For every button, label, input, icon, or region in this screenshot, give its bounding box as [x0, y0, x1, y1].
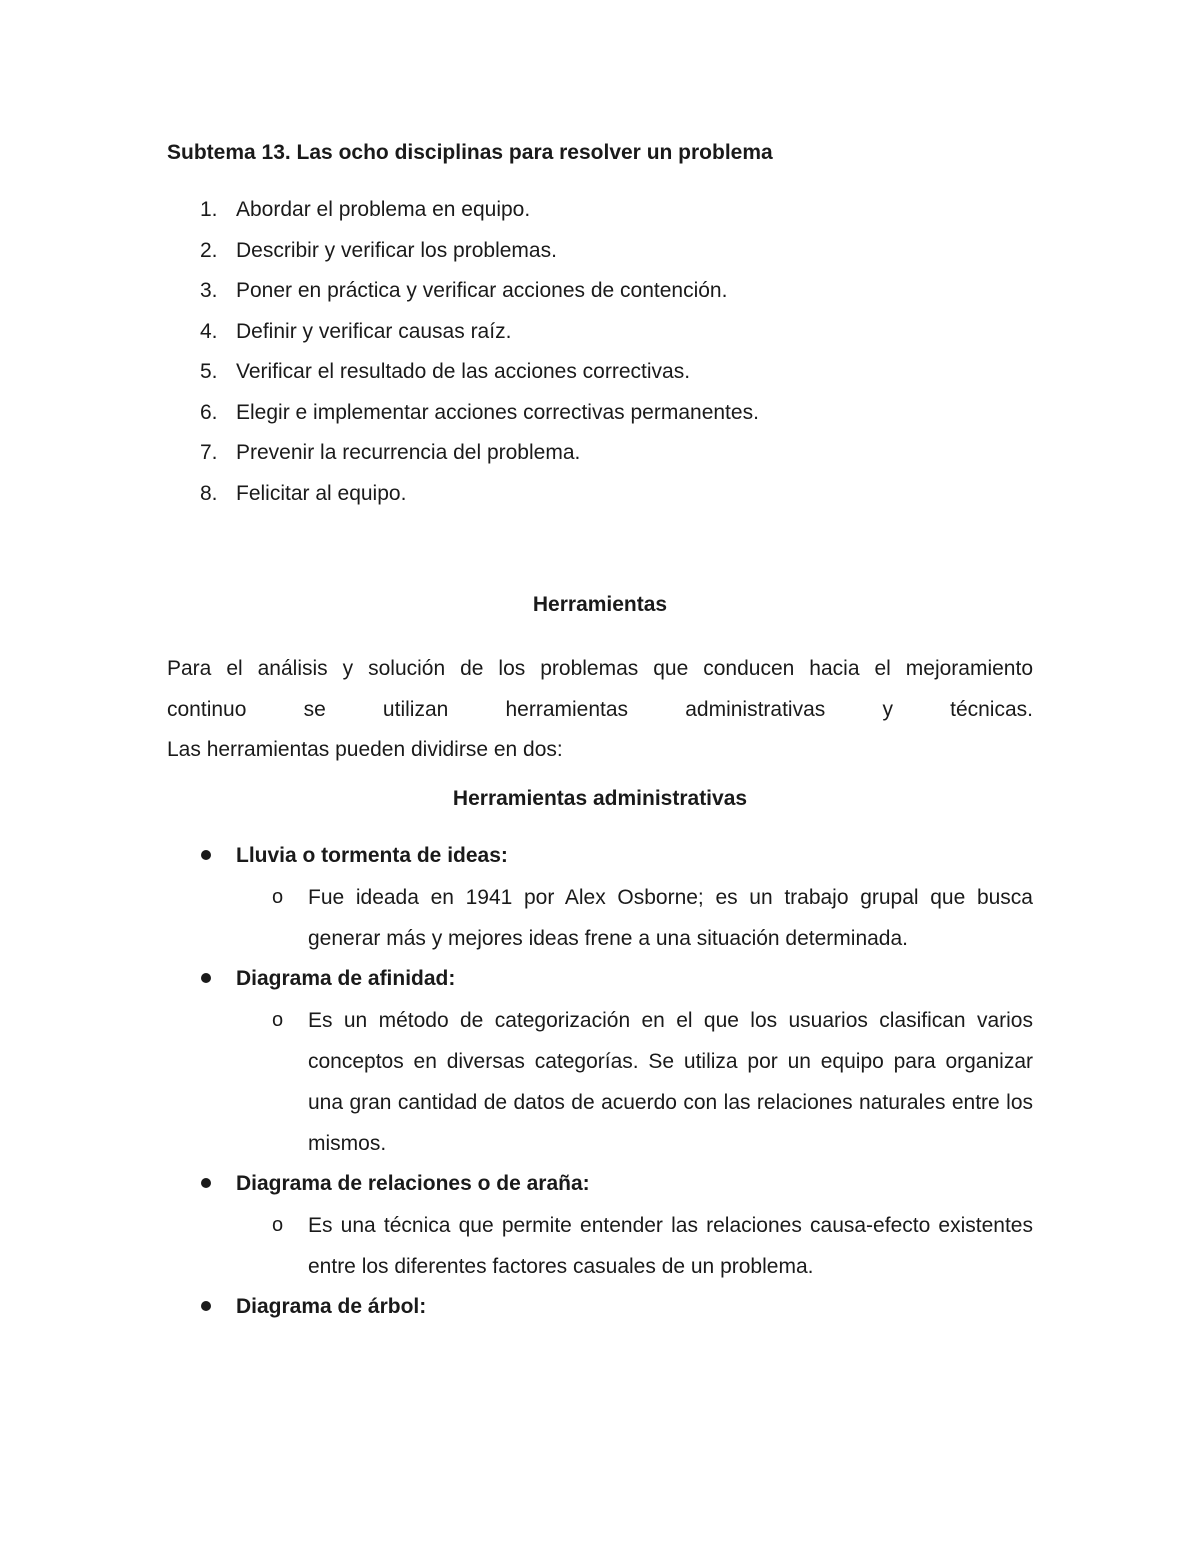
list-item-number: 5.: [200, 360, 218, 383]
bullet-icon: [201, 1301, 211, 1311]
list-item-number: 1.: [200, 198, 218, 221]
list-item: [167, 1294, 1033, 1335]
list-item-number: 7.: [200, 441, 218, 464]
tool-description-text: Fue ideada en 1941 por Alex Osborne; es un trabajo grupal que busca generar más y mejores ideas frene a una situación determinada.: [308, 886, 1033, 950]
intro-line: continuo se utilizan herramientas administrativas y técnicas.: [167, 697, 1033, 721]
page-title: Subtema 13. Las ocho disciplinas para resolver un problema: [167, 141, 773, 164]
list-item-number: 8.: [200, 481, 218, 505]
tool-description-text: Es una técnica que permite entender las relaciones causa-efecto existentes entre los diferentes factores casuales de un problema.: [308, 1214, 1033, 1278]
list-item-text: Poner en práctica y verificar acciones de contención.: [236, 279, 728, 302]
list-item-number: 3.: [200, 279, 218, 302]
list-item-text: Felicitar al equipo.: [236, 481, 407, 505]
list-item-number: 4.: [200, 319, 218, 343]
intro-line: Para el análisis y solución de los problemas que conducen hacia el mejoramiento: [167, 657, 1033, 680]
tool-label: Lluvia o tormenta de ideas:: [236, 844, 508, 867]
bullet-icon: [201, 1178, 211, 1188]
circle-bullet-icon: o: [272, 1214, 284, 1236]
section-heading: Herramientas: [532, 593, 668, 616]
tools-list: [167, 843, 1033, 1335]
tool-description-text: Es un método de categorización en el que los usuarios clasifican varios conceptos en diversas categorías. Se utiliza por un equipo para organizar una gran cantidad de datos de acuerdo con las relaciones naturales entre los mismos.: [308, 1009, 1033, 1155]
intro-paragraph: [167, 649, 1033, 771]
tool-description: [272, 1205, 1033, 1287]
list-item-text: Describir y verificar los problemas.: [236, 238, 557, 262]
tool-label: Diagrama de relaciones o de araña:: [236, 1172, 590, 1195]
circle-bullet-icon: o: [272, 1009, 284, 1031]
tool-heading: [167, 1294, 1033, 1335]
bullet-icon: [201, 850, 211, 860]
list-item-text: Prevenir la recurrencia del problema.: [236, 441, 581, 464]
list-item-number: 2.: [200, 238, 218, 262]
list-item-text: Elegir e implementar acciones correctivas permanentes.: [236, 400, 759, 424]
list-item-number: 6.: [200, 400, 218, 424]
circle-bullet-icon: o: [272, 886, 284, 908]
list-item: [167, 843, 1033, 959]
list-item: [167, 966, 1033, 1164]
document-page: [167, 0, 1033, 1553]
tool-description: [272, 877, 1033, 959]
list-item-text: Verificar el resultado de las acciones correctivas.: [236, 360, 691, 383]
list-item: [167, 1171, 1033, 1287]
tool-label: Diagrama de afinidad:: [236, 967, 456, 990]
bullet-icon: [201, 973, 211, 983]
tool-description: [272, 1000, 1033, 1164]
subsection-heading: Herramientas administrativas: [452, 787, 748, 810]
list-item-text: Definir y verificar causas raíz.: [236, 319, 512, 343]
list-item-text: Abordar el problema en equipo.: [236, 198, 531, 221]
tool-label: Diagrama de árbol:: [236, 1295, 427, 1318]
intro-line: Las herramientas pueden dividirse en dos:: [167, 738, 563, 761]
